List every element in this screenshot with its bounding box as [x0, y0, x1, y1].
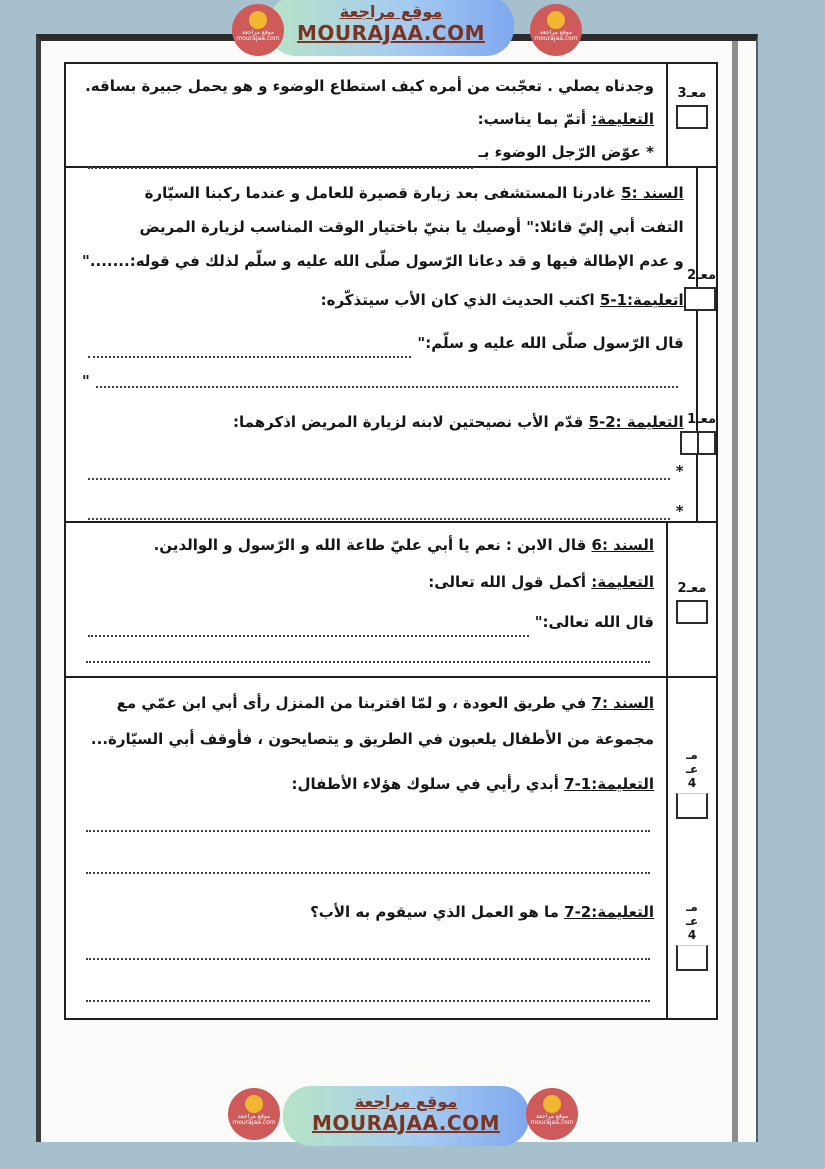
badge-caption-en: mourajaa.com: [232, 1119, 276, 1126]
score-label: معـ2: [687, 268, 716, 283]
score-box: [676, 945, 708, 971]
answer-blank: [86, 651, 650, 663]
score-mark: [668, 748, 716, 819]
bullet: *: [675, 502, 684, 520]
score-mark: [668, 581, 716, 624]
answer-blank: [86, 820, 650, 832]
instruction-line: [82, 404, 684, 440]
answer-blank: [88, 467, 670, 480]
badge-caption: [228, 1114, 280, 1126]
badge-caption-ar: موقع مراجعة: [535, 1113, 569, 1120]
answer-line: [82, 136, 654, 169]
score-column: [666, 64, 716, 166]
mourajaa-logo-badge: [232, 4, 284, 56]
score-box-cell: [697, 433, 714, 453]
quote-end: ": [82, 372, 90, 390]
score-label-number: 4: [687, 928, 697, 942]
score-mark: [687, 268, 716, 311]
section-sanad-6: [66, 523, 716, 678]
answer-line: [82, 374, 684, 388]
banner-top: [268, 0, 514, 56]
score-label-char: عـ: [685, 914, 699, 928]
instruction-label: التعليمة:: [591, 110, 654, 128]
badge-caption-en: mourajaa.com: [530, 1119, 574, 1126]
score-box: [676, 793, 708, 819]
sanad-label: السند :6: [591, 536, 654, 554]
score-column: [687, 168, 716, 521]
score-mark: [668, 900, 716, 971]
instruction-line: [82, 565, 654, 599]
instruction-text: ما هو العمل الذي سيقوم به الأب؟: [310, 903, 559, 921]
text-line: مجموعة من الأطفال يلعبون في الطريق و يتصايحون ، فأوقف أبي السيّارة...: [90, 730, 654, 748]
quote-prefix: قال الرّسول صلّى الله عليه و سلّم:": [417, 334, 684, 352]
instruction-text: اكتب الحديث الذي كان الأب سيتذكّره:: [320, 291, 595, 309]
mourajaa-logo-badge: [228, 1088, 280, 1140]
exam-table: [64, 62, 718, 1020]
score-label-char: عـ: [685, 762, 699, 776]
book-logo-icon: [547, 11, 565, 29]
mourajaa-logo-badge: [526, 1088, 578, 1140]
score-label-number: 4: [687, 776, 697, 790]
banner-site-link[interactable]: MOURAJAA.COM: [312, 1111, 500, 1135]
sanad-line: [82, 529, 654, 561]
badge-caption-en: mourajaa.com: [534, 35, 578, 42]
answer-line: [82, 607, 654, 637]
answer-line: [82, 490, 684, 520]
answer-blank: [96, 375, 678, 388]
score-mark: [687, 412, 716, 455]
instruction-line: [82, 103, 654, 136]
answer-prefix: * عوّض الرّجل الوضوء بـ: [478, 143, 654, 161]
answer-blank: [86, 990, 650, 1002]
answer-blank: [86, 948, 650, 960]
instruction-text: قدّم الأب نصيحتين لابنه لزيارة المريض اذكرهما:: [233, 413, 584, 431]
badge-caption: [530, 30, 582, 42]
sanad-text: غادرنا المستشفى بعد زيارة قصيرة للعامل و عندما ركبنا السيّارة: [144, 184, 616, 202]
badge-caption-ar: موقع مراجعة: [237, 1113, 271, 1120]
quote-prefix: قال الله تعالى:": [534, 613, 654, 631]
bullet: *: [675, 462, 684, 480]
sanad-text: قال الابن : نعم يا أبي عليّ طاعة الله و الرّسول و الوالدين.: [153, 536, 587, 554]
score-label-char: مـ: [686, 900, 698, 914]
text-line: التفت أبي إليّ قائلا:" أوصيك يا بنيّ باختيار الوقت المناسب لزيارة المريض: [139, 218, 684, 236]
badge-caption-en: mourajaa.com: [236, 35, 280, 42]
section-sanad-5-content: [66, 168, 696, 521]
instruction-label: اتعليمة:1-5: [599, 291, 684, 309]
sanad-label: السند :7: [591, 694, 654, 712]
section-sanad-5: [66, 168, 716, 523]
section-sanad-7: [66, 678, 716, 1018]
score-box: [676, 105, 708, 129]
answer-line: [82, 328, 684, 358]
instruction-line: [82, 282, 684, 318]
score-mark: [668, 86, 716, 129]
section-intro: [66, 64, 716, 168]
sanad-line: [82, 176, 684, 210]
book-logo-icon: [543, 1095, 561, 1113]
book-logo-icon: [245, 1095, 263, 1113]
score-box: [680, 431, 716, 455]
banner-site-link[interactable]: MOURAJAA.COM: [297, 21, 485, 45]
banner-title-arabic[interactable]: موقع مراجعة: [339, 2, 443, 21]
score-column: [666, 678, 716, 1018]
score-label: معـ1: [687, 412, 716, 427]
mourajaa-logo-badge: [530, 4, 582, 56]
answer-blank: [86, 862, 650, 874]
badge-caption: [526, 1114, 578, 1126]
paper-edge-shadow: [732, 41, 738, 1142]
instruction-label: التعليمة:: [591, 573, 654, 591]
text-line: و عدم الإطالة فيها و قد دعانا الرّسول صلّى الله عليه و سلّم لذلك في قوله:.......": [82, 252, 684, 270]
score-label: معـ2: [677, 581, 707, 596]
answer-line: [82, 450, 684, 480]
section-intro-content: [66, 64, 666, 166]
answer-blank: [88, 624, 529, 637]
badge-caption: [232, 30, 284, 42]
instruction-text: أبدي رأيي في سلوك هؤلاء الأطفال:: [291, 775, 559, 793]
sanad-text: في طريق العودة ، و لمّا اقتربنا من المنزل رأى أبي ابن عمّي مع: [116, 694, 587, 712]
sanad-label: السند :5: [621, 184, 684, 202]
instruction-line: [82, 894, 654, 930]
instruction-label: التعليمة:1-7: [564, 775, 654, 793]
section-sanad-6-content: [66, 523, 666, 676]
score-box: [684, 287, 716, 311]
instruction-line: [82, 766, 654, 802]
sanad-line: [82, 686, 654, 720]
instruction-text: أتمّ بما يناسب:: [477, 110, 586, 128]
badge-caption-ar: موقع مراجعة: [539, 29, 573, 36]
instruction-label: التعليمة:2-7: [564, 903, 654, 921]
text-line: وجدناه يصلي . تعجّبت من أمره كيف استطاع الوضوء و هو يحمل جبيرة بساقه.: [85, 77, 654, 95]
banner-title-arabic[interactable]: موقع مراجعة: [354, 1092, 458, 1111]
instruction-label: التعليمة :2-5: [588, 413, 684, 431]
score-column: [666, 523, 716, 676]
badge-caption-ar: موقع مراجعة: [241, 29, 275, 36]
instruction-text: أكمل قول الله تعالى:: [428, 573, 586, 591]
section-sanad-7-content: [66, 678, 666, 1018]
answer-blank: [88, 345, 411, 358]
score-label-char: مـ: [686, 748, 698, 762]
score-box-cell: [682, 433, 697, 453]
score-label: معـ3: [677, 86, 707, 101]
score-box: [676, 600, 708, 624]
banner-bottom: [283, 1086, 529, 1146]
answer-blank: [88, 507, 670, 520]
book-logo-icon: [249, 11, 267, 29]
